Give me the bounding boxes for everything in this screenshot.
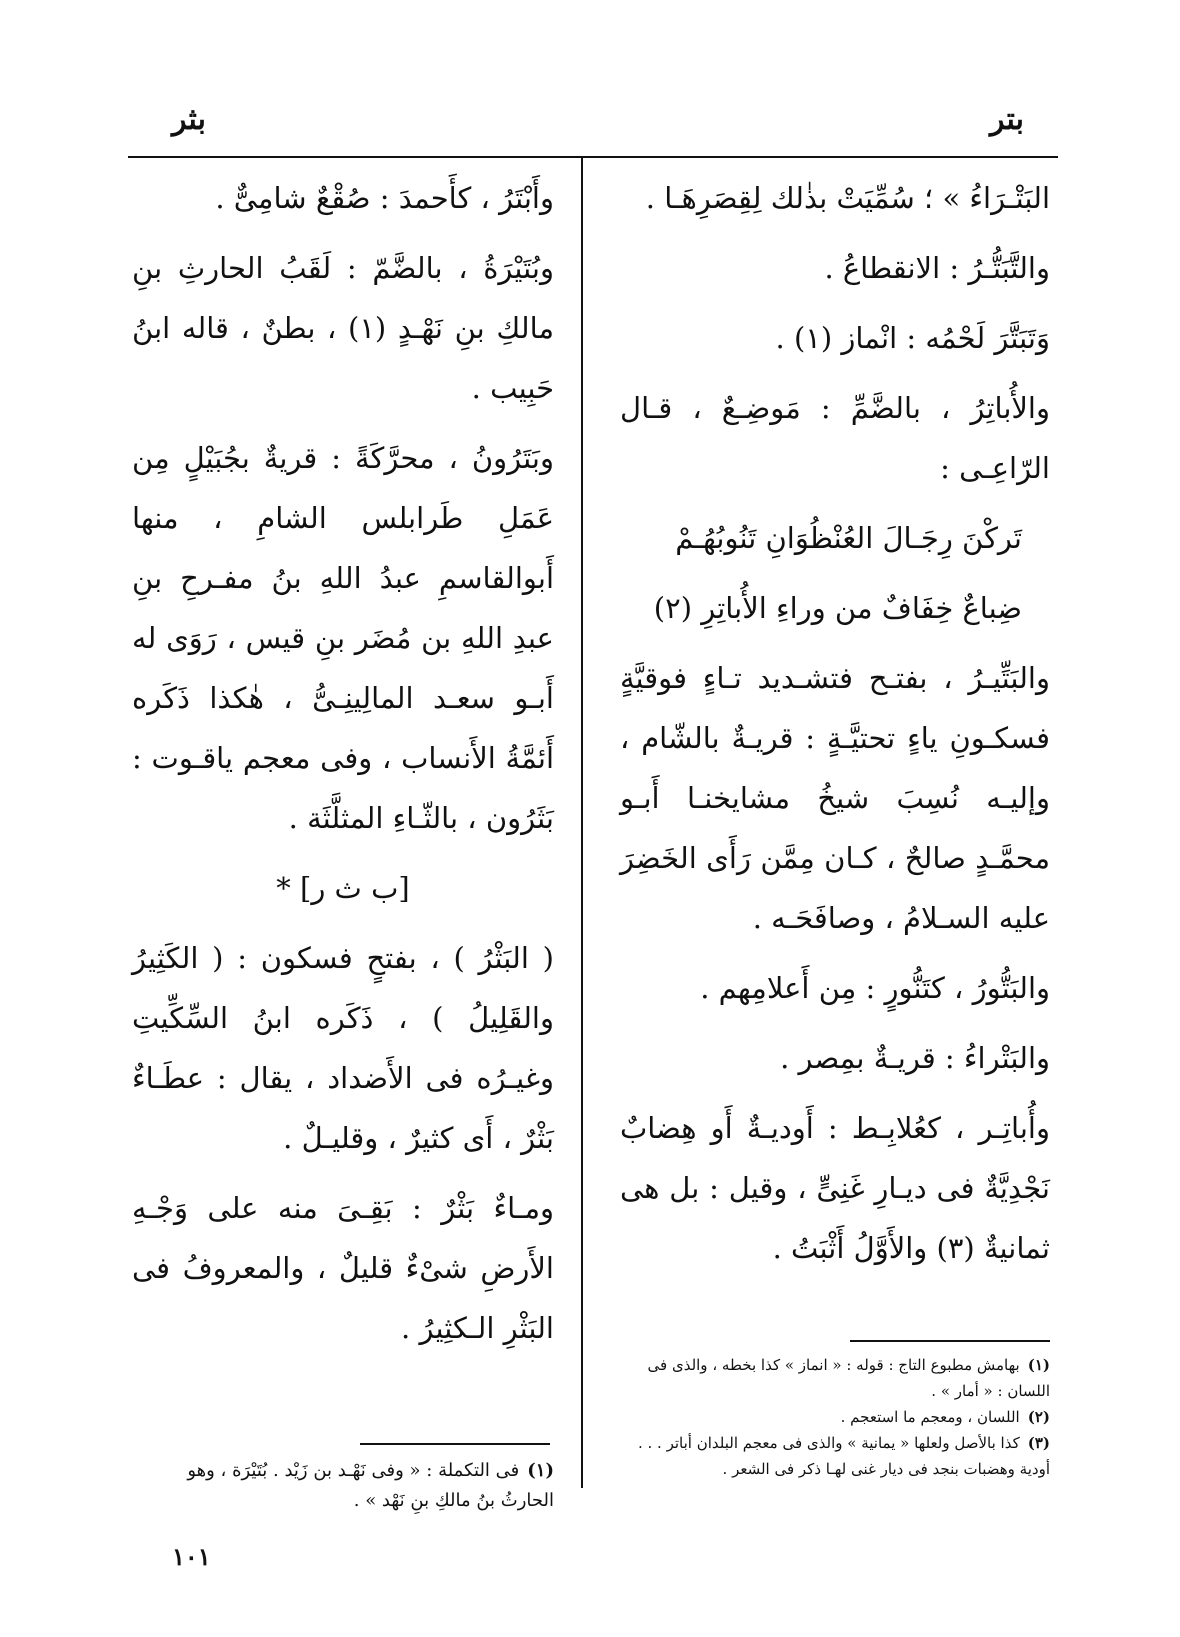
footnote-rule-right [850,1340,1050,1342]
left-footnotes [132,1456,554,1516]
header-rule [128,156,1058,158]
footnote-text: كذا بالأصل ولعلها « يمانية » والذى فى معجم البلدان أباتر . . . أودية وهضبات بنجد فى ديار غنى لهـا ذكر فى الشعر . [637,1434,1050,1478]
footnote-number: (٢) [1027,1408,1050,1426]
footnote-text: اللسان ، ومعجم ما استعجم . [840,1408,1020,1426]
page-number: ١٠١ [172,1542,211,1571]
footnote-rule-left [360,1443,550,1445]
entry-paragraph: والأُباتِرُ ، بالضَّمِّ : مَوضِـعٌ ، قـال الرّاعِـى : [620,391,1050,485]
entry-paragraph: وبَتَرُونُ ، محرَّكَةً : قريةٌ بجُبَيْلٍ مِن عَمَلِ طَرابلس الشامِ ، منها أَبوالقاسمِ عبدُ اللهِ بنُ مفـرحِ بنِ عبدِ اللهِ بن مُضَر بنِ قيس ، رَوَى له أَبـو سعـد المالِينِـىُّ ، هٰكذا ذَكَره أَئمَّةُ الأَنساب ، وفى معجم ياقـوت : بَثَرُون ، بالثّـاءِ المثلَّثَة . [132,441,554,835]
entry-paragraph: والبَتِّيـرُ ، بفتـح فتشـديد تـاءٍ فوقيَّةٍ فسكـونِ ياءٍ تحتيَّـةٍ : قريـةٌ بالشّام ، وإليـه نُسِبَ شيخُ مشايخنـا أَبـو محمَّـدٍ صالحٌ ، كـان مِمَّن رَأَى الخَضِرَ عليه السـلامُ ، وصافَحَـه . [620,661,1050,935]
footnote [620,1352,1050,1404]
entry-paragraph: وأُباتِـر ، كعُلابِـط : أَوديـةٌ أَو هِضابٌ نَجْدِيَّةٌ فى ديـارِ غَنِىٍّ ، وقيل : بل هى ثمانيةٌ (٣) والأَوَّلُ أَثْبَتُ . [620,1111,1050,1265]
entry-paragraph: البَتْـرَاءُ » ؛ سُمِّيَتْ بذٰلك لِقِصَرِهَـا . [645,181,1050,215]
footnote [620,1430,1050,1482]
footnote-number: (١) [527,1460,554,1481]
verse-line: ضِباعٌ خِفَافٌ من وراءِ الأُباتِرِ (٢) [653,591,1022,625]
footnote-number: (١) [1027,1356,1050,1374]
entry-paragraph: وَتَبَتَّرَ لَحْمُه : انْماز (١) . [775,321,1050,355]
entry-paragraph: والتَّبَتُّـرُ : الانقطاعُ . [824,251,1050,285]
footnote [132,1456,554,1516]
footnote-text: فى التكملة : « وفى نَهْـد بن زَيْد . بُتَيْرَة ، وهو الحارثُ بنُ مالكِ بنِ نَهْد » . [187,1460,554,1511]
left-column [132,168,554,1368]
verse-line: تَركْنَ رِجَـالَ العُنْظُوَانِ تَنُوبُهُـمْ [675,521,1022,555]
right-footnotes [620,1352,1050,1482]
running-head-left: بثر [172,102,206,137]
column-divider [581,158,583,1488]
footnote [620,1404,1050,1430]
entry-paragraph: وأَبْتَرُ ، كأَحمدَ : صُقْعٌ شامِىٌّ . [215,181,554,215]
entry-paragraph: والبَتُّورُ ، كتَنُّورٍ : مِن أَعلامِهم . [700,971,1050,1005]
root-heading: [ب ث ر] * [276,871,410,905]
entry-paragraph: ومـاءٌ بَثْرٌ : بَقِـىَ منه على وَجْـهِ الأَرضِ شىْءٌ قليلٌ ، والمعروفُ فى البَثْرِ الـكثِيرُ . [132,1191,554,1345]
entry-paragraph: والبَتْراءُ : قريـةٌ بمِصر . [780,1041,1050,1075]
entry-paragraph: وبُتَيْرَةُ ، بالضَّمّ : لَقَبُ الحارثِ بنِ مالكِ بنِ نَهْـدٍ (١) ، بطنٌ ، قاله ابنُ حَبِيب . [132,251,554,405]
footnote-number: (٣) [1027,1434,1050,1452]
right-column [620,168,1050,1288]
footnote-text: بهامش مطبوع التاج : قوله : « انماز » كذا بخطه ، والذى فى اللسان : « أمار » . [647,1356,1050,1400]
entry-paragraph: ( البَثْرُ ) ، بفتحٍ فسكون : ( الكَثِيرُ والقَلِيلُ ) ، ذَكَره ابنُ السِّكِّيتِ وغيـرُه فى الأَضداد ، يقال : عطَـاءٌ بَثْرٌ ، أَى كثيرٌ ، وقليـلٌ . [132,941,554,1155]
running-head-right: بتر [990,102,1024,137]
